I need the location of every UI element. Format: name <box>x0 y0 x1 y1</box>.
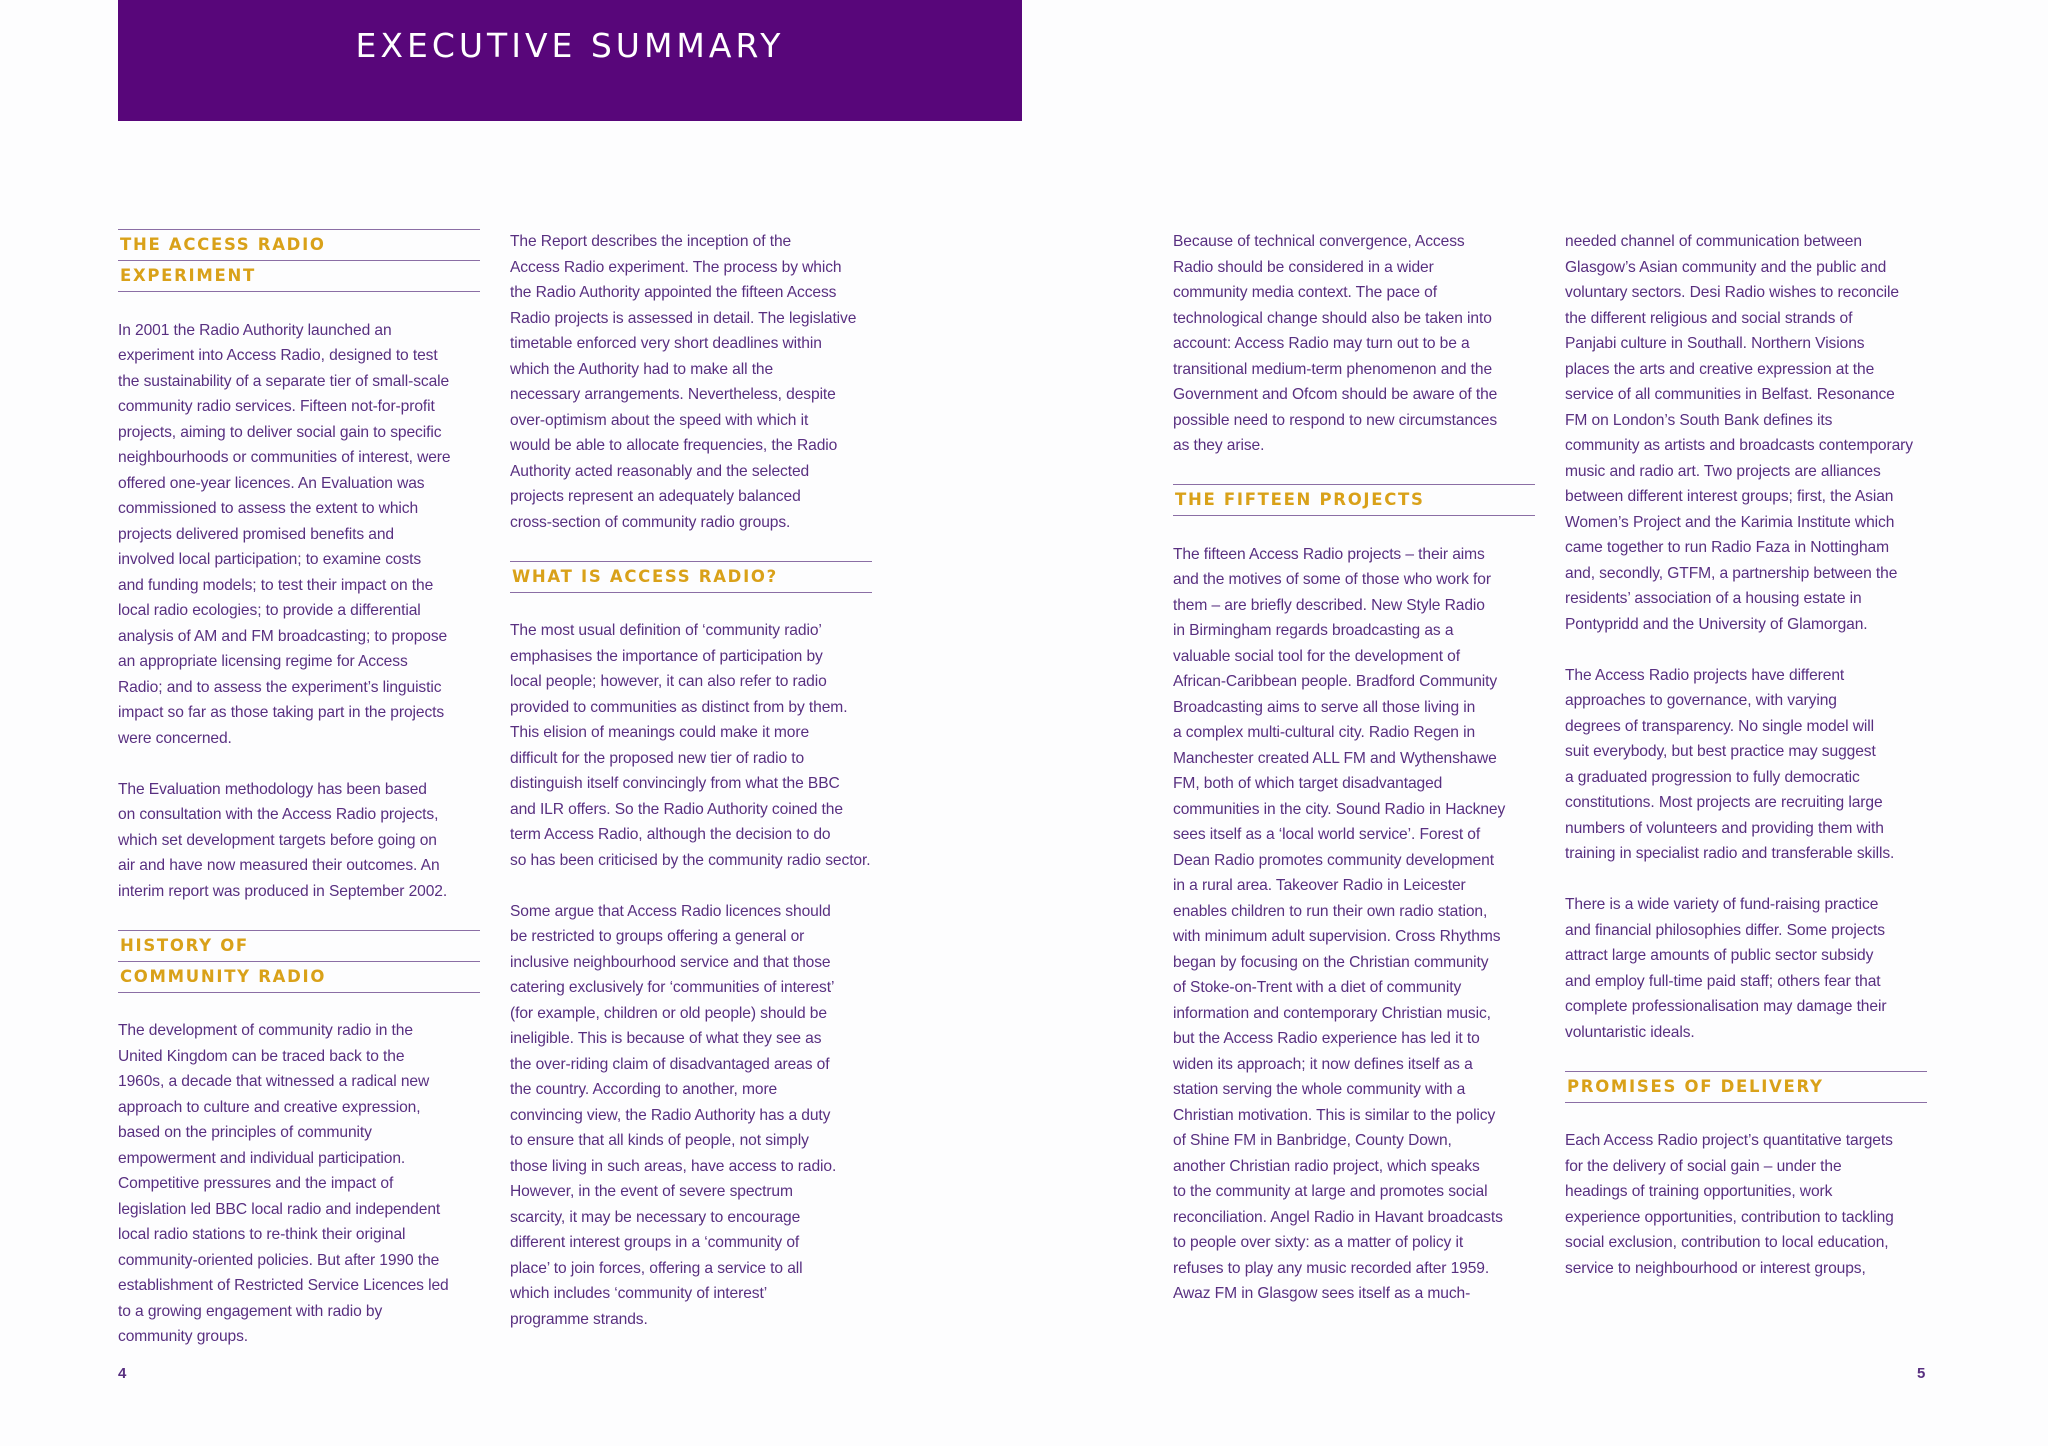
text-line: constitutions. Most projects are recruiting large <box>1565 794 1883 811</box>
text-line: based on the principles of community <box>118 1124 372 1141</box>
text-line: for the delivery of social gain – under the <box>1565 1157 1842 1175</box>
text-line: to people over sixty: as a matter of policy it <box>1173 1234 1464 1251</box>
text-line: impact so far as those taking part in the projects <box>118 704 445 721</box>
text-line: headings of training opportunities, work <box>1565 1183 1833 1200</box>
column-2 <box>510 229 872 1358</box>
text-line: analysis of AM and FM broadcasting; to propose <box>118 627 448 645</box>
text-line: account: Access Radio may turn out to be a <box>1173 335 1470 352</box>
text-line: residents’ association of a housing estate in <box>1565 590 1862 607</box>
text-line: approaches to governance, with varying <box>1565 692 1837 709</box>
paragraph <box>1565 229 1927 637</box>
text-line: and funding models; to test their impact on the <box>118 576 434 594</box>
page-number-left: 4 <box>118 1365 127 1382</box>
text-line: in Birmingham regards broadcasting as a <box>1173 622 1454 639</box>
column-4 <box>1565 229 1927 1307</box>
text-line: inclusive neighbourhood service and that those <box>510 953 831 971</box>
text-line: This elision of meanings could make it more <box>510 724 810 741</box>
text-line: different interest groups in a ‘community of <box>510 1234 800 1251</box>
text-line: The Report describes the inception of the <box>510 233 792 250</box>
text-line: Access Radio experiment. The process by which <box>510 258 842 276</box>
paragraph <box>510 229 872 535</box>
text-line: as they arise. <box>1173 437 1265 454</box>
text-line: commissioned to assess the extent to which <box>118 500 419 517</box>
text-line: needed channel of communication between <box>1565 233 1862 250</box>
text-line: The Evaluation methodology has been based <box>118 780 427 798</box>
text-line: places the arts and creative expression at the <box>1565 360 1875 378</box>
text-line: The development of community radio in the <box>118 1022 413 1039</box>
text-line: to ensure that all kinds of people, not simply <box>510 1132 809 1149</box>
text-line: numbers of volunteers and providing them with <box>1565 819 1884 837</box>
text-line: involved local participation; to examine costs <box>118 551 422 568</box>
paragraph <box>1173 229 1535 459</box>
text-line: those living in such areas, have access to radio. <box>510 1157 837 1175</box>
text-line: community as artists and broadcasts contemporary <box>1565 437 1913 454</box>
text-line: empowerment and individual participation. <box>118 1149 406 1167</box>
text-line: to a growing engagement with radio by <box>118 1302 383 1320</box>
text-line: community groups. <box>118 1328 249 1345</box>
text-line: local radio stations to re-think their original <box>118 1226 406 1243</box>
text-line: Authority acted reasonably and the selected <box>510 462 810 480</box>
text-line: training in specialist radio and transferable skills. <box>1565 845 1895 862</box>
text-line: of Shine FM in Banbridge, County Down, <box>1173 1132 1452 1149</box>
text-line: the over-riding claim of disadvantaged areas of <box>510 1055 830 1073</box>
column-1 <box>118 229 480 1375</box>
text-line: on consultation with the Access Radio projects, <box>118 806 439 823</box>
text-line: voluntary sectors. Desi Radio wishes to reconcile <box>1565 284 1899 301</box>
paragraph <box>118 318 480 752</box>
text-line: complete professionalisation may damage their <box>1565 998 1887 1015</box>
text-line: widen its approach; it now defines itself as a <box>1173 1055 1473 1073</box>
text-line: voluntaristic ideals. <box>1565 1023 1695 1041</box>
text-line: Government and Ofcom should be aware of the <box>1173 386 1498 403</box>
heading-line: PROMISES OF DELIVERY <box>1567 1076 1824 1096</box>
paragraph <box>510 899 872 1333</box>
heading-line: THE ACCESS RADIO <box>120 235 326 254</box>
text-line: air and have now measured their outcomes. An <box>118 857 440 874</box>
text-line: the Radio Authority appointed the fifteen Access <box>510 284 837 301</box>
text-line: difficult for the proposed new tier of radio to <box>510 749 805 767</box>
text-line: However, in the event of severe spectrum <box>510 1183 793 1200</box>
text-line: attract large amounts of public sector subsidy <box>1565 947 1874 964</box>
text-line: Radio; and to assess the experiment’s linguistic <box>118 678 442 696</box>
paragraph <box>1565 1128 1927 1281</box>
text-line: scarcity, it may be necessary to encourage <box>510 1208 801 1226</box>
text-line: which includes ‘community of interest’ <box>510 1285 768 1302</box>
text-line: and the motives of some of those who work for <box>1173 571 1491 588</box>
text-line: Christian motivation. This is similar to the policy <box>1173 1106 1496 1124</box>
section-heading <box>1173 484 1535 516</box>
page-number-right: 5 <box>1917 1365 1926 1382</box>
text-line: United Kingdom can be traced back to the <box>118 1047 405 1065</box>
text-line: FM, both of which target disadvantaged <box>1173 775 1443 792</box>
text-line: and employ full-time paid staff; others fear that <box>1565 972 1881 990</box>
text-line: which set development targets before going on <box>118 831 437 849</box>
text-line: projects represent an adequately balanced <box>510 488 801 505</box>
text-line: station serving the whole community with a <box>1173 1081 1466 1098</box>
heading-line: WHAT IS ACCESS RADIO? <box>512 566 778 586</box>
text-line: Radio should be considered in a wider <box>1173 258 1434 276</box>
text-line: possible need to respond to new circumstances <box>1173 411 1498 429</box>
text-line: emphasises the importance of participation by <box>510 647 823 665</box>
text-line: In 2001 the Radio Authority launched an <box>118 321 392 339</box>
text-line: Manchester created ALL FM and Wythenshawe <box>1173 749 1497 767</box>
text-line: projects, aiming to deliver social gain to specific <box>118 423 442 441</box>
section-heading <box>1565 1071 1927 1103</box>
text-line: Women’s Project and the Karimia Institute which <box>1565 513 1895 531</box>
text-line: would be able to allocate frequencies, the Radio <box>510 437 838 454</box>
text-line: Dean Radio promotes community development <box>1173 851 1494 869</box>
text-line: service of all communities in Belfast. Resonance <box>1565 386 1895 403</box>
heading-line: COMMUNITY RADIO <box>118 961 480 992</box>
text-line: neighbourhoods or communities of interest, were <box>118 449 451 466</box>
text-line: Glasgow’s Asian community and the public and <box>1565 258 1887 276</box>
text-line: distinguish itself convincingly from what the BBC <box>510 775 840 792</box>
text-line: valuable social tool for the development of <box>1173 647 1460 665</box>
text-line: FM on London’s South Bank defines its <box>1565 411 1833 429</box>
text-line: and financial philosophies differ. Some projects <box>1565 921 1885 939</box>
text-line: to the community at large and promotes social <box>1173 1183 1488 1200</box>
paragraph <box>118 1018 480 1350</box>
text-line: 1960s, a decade that witnessed a radical new <box>118 1073 430 1090</box>
heading-line: EXPERIMENT <box>118 260 480 291</box>
text-line: the different religious and social strands of <box>1565 309 1853 327</box>
text-line: be restricted to groups offering a general or <box>510 928 805 945</box>
section-heading <box>118 229 480 292</box>
text-line: ineligible. This is because of what they see as <box>510 1030 822 1047</box>
text-line: a complex multi-cultural city. Radio Regen in <box>1173 724 1476 741</box>
text-line: place’ to join forces, offering a service to all <box>510 1259 803 1277</box>
text-line: The fifteen Access Radio projects – their aims <box>1173 545 1485 563</box>
text-line: projects delivered promised benefits and <box>118 525 394 543</box>
text-line: information and contemporary Christian music, <box>1173 1004 1491 1022</box>
section-heading <box>118 930 480 993</box>
text-line: in a rural area. Takeover Radio in Leicester <box>1173 877 1466 894</box>
text-line: and ILR offers. So the Radio Authority coined the <box>510 800 843 818</box>
text-line: another Christian radio project, which speaks <box>1173 1157 1480 1175</box>
text-line: community-oriented policies. But after 1990 the <box>118 1251 440 1269</box>
text-line: began by focusing on the Christian community <box>1173 953 1489 971</box>
text-line: Awaz FM in Glasgow sees itself as a much- <box>1173 1285 1471 1302</box>
text-line: sees itself as a ‘local world service’. Forest of <box>1173 826 1481 843</box>
paragraph <box>510 618 872 873</box>
text-line: the country. According to another, more <box>510 1081 778 1098</box>
heading-line: HISTORY OF <box>120 935 249 955</box>
text-line: Some argue that Access Radio licences should <box>510 902 831 920</box>
text-line: between different interest groups; first, the Asian <box>1565 488 1894 505</box>
paragraph <box>1173 542 1535 1307</box>
column-3 <box>1173 229 1535 1332</box>
text-line: but the Access Radio experience has led it to <box>1173 1030 1480 1047</box>
paragraph <box>1565 892 1927 1045</box>
text-line: degrees of transparency. No single model will <box>1565 717 1874 735</box>
text-line: social exclusion, contribution to local education, <box>1565 1234 1889 1251</box>
text-line: Broadcasting aims to serve all those living in <box>1173 698 1476 716</box>
text-line: The most usual definition of ‘community radio’ <box>510 622 822 639</box>
paragraph <box>1565 663 1927 867</box>
header-banner <box>118 0 1022 121</box>
text-line: programme strands. <box>510 1310 648 1328</box>
text-line: the sustainability of a separate tier of small-scale <box>118 372 450 390</box>
text-line: (for example, children or old people) should be <box>510 1004 827 1022</box>
text-line: necessary arrangements. Nevertheless, despite <box>510 386 836 403</box>
text-line: There is a wide variety of fund-raising practice <box>1565 896 1879 913</box>
text-line: transitional medium-term phenomenon and the <box>1173 360 1493 378</box>
text-line: reconciliation. Angel Radio in Havant broadcasts <box>1173 1208 1503 1226</box>
text-line: legislation led BBC local radio and independent <box>118 1200 441 1218</box>
text-line: so has been criticised by the community radio sector. <box>510 851 871 869</box>
text-line: Radio projects is assessed in detail. The legislative <box>510 309 857 327</box>
text-line: experience opportunities, contribution to tackling <box>1565 1208 1894 1226</box>
text-line: them – are briefly described. New Style Radio <box>1173 596 1485 614</box>
text-line: refuses to play any music recorded after 1959. <box>1173 1259 1490 1277</box>
text-line: term Access Radio, although the decision to do <box>510 826 831 843</box>
text-line: Competitive pressures and the impact of <box>118 1175 394 1192</box>
text-line: community radio services. Fifteen not-for-profit <box>118 398 435 415</box>
text-line: cross-section of community radio groups. <box>510 513 791 531</box>
text-line: approach to culture and creative expression, <box>118 1098 421 1116</box>
text-line: offered one-year licences. An Evaluation was <box>118 474 425 492</box>
text-line: provided to communities as distinct from by them. <box>510 698 848 716</box>
text-line: were concerned. <box>118 729 232 747</box>
text-line: an appropriate licensing regime for Access <box>118 653 408 670</box>
text-line: convincing view, the Radio Authority has a duty <box>510 1106 831 1124</box>
page-title: EXECUTIVE SUMMARY <box>355 25 785 65</box>
text-line: a graduated progression to fully democratic <box>1565 768 1860 786</box>
text-line: technological change should also be taken into <box>1173 309 1492 327</box>
text-line: of Stoke-on-Trent with a diet of community <box>1173 979 1462 996</box>
paragraph <box>118 777 480 905</box>
text-line: enables children to run their own radio station, <box>1173 902 1488 920</box>
text-line: local people; however, it can also refer to radio <box>510 673 827 690</box>
heading-line: THE FIFTEEN PROJECTS <box>1175 490 1425 509</box>
text-line: African-Caribbean people. Bradford Community <box>1173 673 1498 690</box>
text-line: Because of technical convergence, Access <box>1173 233 1465 250</box>
text-line: catering exclusively for ‘communities of interest’ <box>510 979 835 996</box>
text-line: Each Access Radio project’s quantitative targets <box>1565 1132 1893 1149</box>
text-line: music and radio art. Two projects are alliances <box>1565 462 1881 480</box>
text-line: establishment of Restricted Service Licences led <box>118 1277 449 1294</box>
text-line: service to neighbourhood or interest groups, <box>1565 1259 1866 1277</box>
text-line: Panjabi culture in Southall. Northern Visions <box>1565 335 1865 352</box>
text-line: timetable enforced very short deadlines within <box>510 335 822 352</box>
text-line: over-optimism about the speed with which it <box>510 411 809 429</box>
text-line: The Access Radio projects have different <box>1565 666 1845 684</box>
text-line: experiment into Access Radio, designed to test <box>118 347 438 364</box>
text-line: and, secondly, GTFM, a partnership between the <box>1565 564 1898 582</box>
section-heading <box>510 561 872 593</box>
text-line: which the Authority had to make all the <box>510 360 774 378</box>
text-line: came together to run Radio Faza in Nottingham <box>1565 539 1890 556</box>
text-line: communities in the city. Sound Radio in Hackney <box>1173 800 1506 818</box>
text-line: Pontypridd and the University of Glamorgan. <box>1565 615 1868 633</box>
text-line: local radio ecologies; to provide a differential <box>118 602 421 619</box>
text-line: community media context. The pace of <box>1173 284 1437 301</box>
text-line: with minimum adult supervision. Cross Rhythms <box>1173 928 1501 945</box>
text-line: suit everybody, but best practice may suggest <box>1565 743 1876 760</box>
text-line: interim report was produced in September 2002. <box>118 882 448 900</box>
